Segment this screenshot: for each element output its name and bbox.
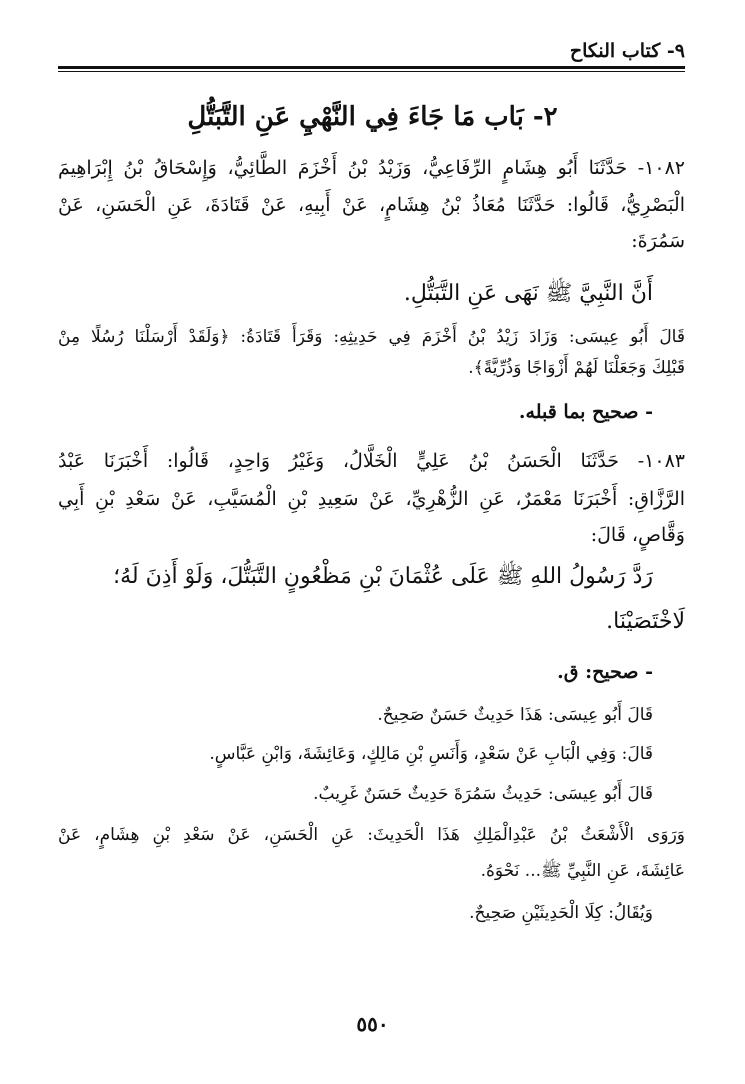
comment-line-6: وَيُقَالُ: كِلَا الْحَدِيثَيْنِ صَحِيحٌ. — [469, 903, 653, 923]
hadith-1082-comment-line-2: قَبْلِكَ وَجَعَلْنَا لَهُمْ أَزْوَاجًا وَذُرِّيَّةً﴾. — [468, 358, 685, 378]
comment-line-3: قَالَ أَبُو عِيسَى: حَدِيثُ سَمُرَةَ حَدِيثٌ حَسَنٌ غَرِيبٌ. — [313, 784, 653, 804]
header-rule-thick — [58, 66, 685, 69]
hadith-1082-isnad-line-3: سَمُرَةَ: — [631, 230, 685, 252]
comment-line-1: قَالَ أَبُو عِيسَى: هَذَا حَدِيثٌ حَسَنٌ صَحِيحٌ. — [377, 705, 653, 725]
header-rule-thin — [58, 71, 685, 72]
comment-line-2: قَالَ: وَفِي الْبَابِ عَنْ سَعْدٍ، وَأَنَسِ بْنِ مَالِكٍ، وَعَائِشَةَ، وَابْنِ عَبَّاسٍ. — [209, 744, 653, 764]
hadith-1083-isnad-line-3: وَقَّاصٍ، قَالَ: — [590, 524, 685, 546]
running-header — [58, 34, 685, 66]
running-header-title: ٩- كتاب النكاح — [569, 40, 685, 62]
hadith-1082-matn: أَنَّ النَّبِيَّ ﷺ نَهَى عَنِ التَّبَتُّلِ. — [403, 281, 653, 306]
comment-line-4: وَرَوَى الْأَشْعَثُ بْنُ عَبْدِالْمَلِكِ هَذَا الْحَدِيثَ: عَنِ الْحَسَنِ، عَنْ سَعْدِ بْنِ هِشَامٍ، عَنْ — [58, 825, 685, 845]
page-number: ٥٥٠ — [356, 1012, 389, 1036]
grading-note-1082: - صحيح بما قبله. — [518, 401, 653, 423]
hadith-1082-isnad-line-2: الْبَصْرِيُّ، قَالُوا: حَدَّثَنَا مُعَاذُ بْنُ هِشَامٍ، عَنْ أَبِيهِ، عَنْ قَتَادَةَ، عَنِ الْحَسَنِ، عَنْ — [58, 194, 685, 216]
comment-line-5: عَائِشَةَ، عَنِ النَّبِيِّ ﷺ... نَحْوَهُ. — [480, 861, 685, 881]
chapter-title: ٢- بَاب مَا جَاءَ فِي النَّهْيِ عَنِ التَّبَتُّلِ — [187, 102, 558, 132]
hadith-1082-isnad-line-1: ١٠٨٢- حَدَّثَنَا أَبُو هِشَامٍ الرِّفَاعِيُّ، وَزَيْدُ بْنُ أَخْزَمَ الطَّائِيُّ، وَإِسْحَاقُ بْنُ إِبْرَاهِيمَ — [58, 157, 685, 179]
hadith-1082-comment-line-1: قَالَ أَبُو عِيسَى: وَزَادَ زَيْدُ بْنُ أَخْزَمَ فِي حَدِيثِهِ: وَقَرَأَ قَتَادَةُ: ﴿وَلَقَدْ أَرْسَلْنَا رُسُلًا مِنْ — [58, 327, 685, 347]
grading-note-1083: - صحيح: ق. — [557, 661, 653, 683]
hadith-1083-matn-line-2: لَاخْتَصَيْنَا. — [606, 609, 685, 634]
hadith-1083-isnad-line-1: ١٠٨٣- حَدَّثَنَا الْحَسَنُ بْنُ عَلِيٍّ الْخَلَّالُ، وَغَيْرُ وَاحِدٍ، قَالُوا: أَخْبَرَنَا عَبْدُ — [58, 450, 685, 472]
hadith-1083-isnad-line-2: الرَّزَّاقِ: أَخْبَرَنَا مَعْمَرٌ، عَنِ الزُّهْرِيِّ، عَنْ سَعِيدِ بْنِ الْمُسَيَّبِ، عَنْ سَعْدِ بْنِ أَبِي — [58, 488, 685, 510]
hadith-1083-matn-line-1: رَدَّ رَسُولُ اللهِ ﷺ عَلَى عُثْمَانَ بْنِ مَظْعُونٍ التَّبَتُّلَ، وَلَوْ أَذِنَ لَهُ؛ — [113, 564, 653, 589]
